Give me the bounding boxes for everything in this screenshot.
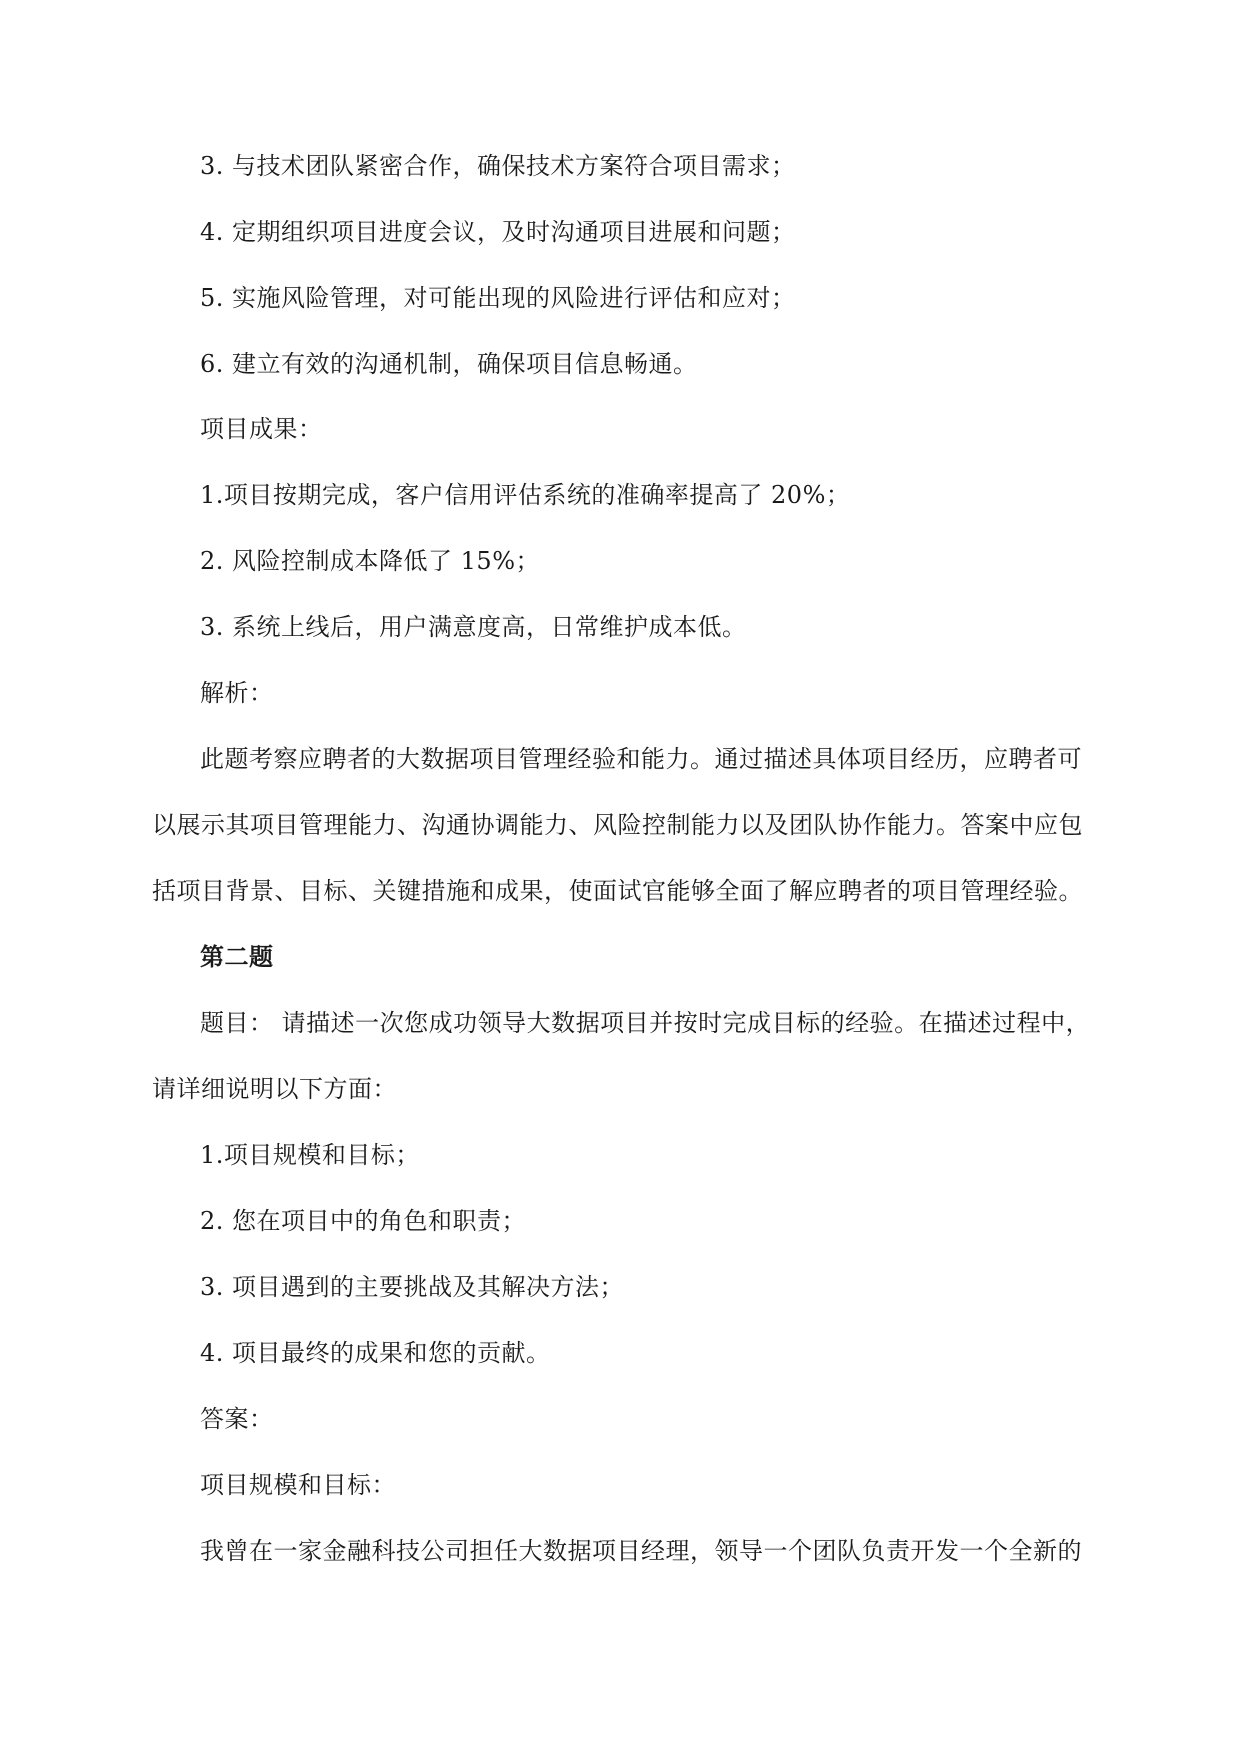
text-line: 5. 实施风险管理，对可能出现的风险进行评估和应对； bbox=[200, 284, 796, 312]
text-line: 4. 项目最终的成果和您的贡献。 bbox=[200, 1339, 551, 1367]
section-label: 解析： bbox=[200, 679, 274, 707]
section-label: 项目成果： bbox=[200, 415, 323, 443]
text-line: 3. 项目遇到的主要挑战及其解决方法； bbox=[200, 1273, 625, 1301]
section-label: 答案： bbox=[200, 1405, 274, 1433]
text-line: 1.项目规模和目标； bbox=[200, 1141, 420, 1169]
text-line: 2. 风险控制成本降低了 15%； bbox=[200, 547, 540, 575]
paragraph-line: 我曾在一家金融科技公司担任大数据项目经理，领导一个团队负责开发一个全新的 bbox=[200, 1537, 1082, 1565]
text-line: 4. 定期组织项目进度会议，及时沟通项目进展和问题； bbox=[200, 218, 796, 246]
paragraph-line: 括项目背景、目标、关键措施和成果，使面试官能够全面了解应聘者的项目管理经验。 bbox=[152, 877, 1083, 905]
question-text: 题目： 请描述一次您成功领导大数据项目并按时完成目标的经验。在描述过程中， bbox=[200, 1009, 1091, 1037]
question-text: 请详细说明以下方面： bbox=[152, 1075, 397, 1103]
text-line: 1.项目按期完成，客户信用评估系统的准确率提高了 20%； bbox=[200, 481, 851, 509]
text-line: 3. 系统上线后，用户满意度高，日常维护成本低。 bbox=[200, 613, 747, 641]
question-heading: 第二题 bbox=[200, 942, 274, 971]
text-line: 3. 与技术团队紧密合作，确保技术方案符合项目需求； bbox=[200, 152, 796, 180]
paragraph-line: 此题考察应聘者的大数据项目管理经验和能力。通过描述具体项目经历，应聘者可 bbox=[200, 745, 1082, 773]
paragraph-line: 以展示其项目管理能力、沟通协调能力、风险控制能力以及团队协作能力。答案中应包 bbox=[152, 811, 1083, 839]
section-label: 项目规模和目标： bbox=[200, 1471, 396, 1499]
text-line: 6. 建立有效的沟通机制，确保项目信息畅通。 bbox=[200, 350, 698, 378]
text-line: 2. 您在项目中的角色和职责； bbox=[200, 1207, 527, 1235]
